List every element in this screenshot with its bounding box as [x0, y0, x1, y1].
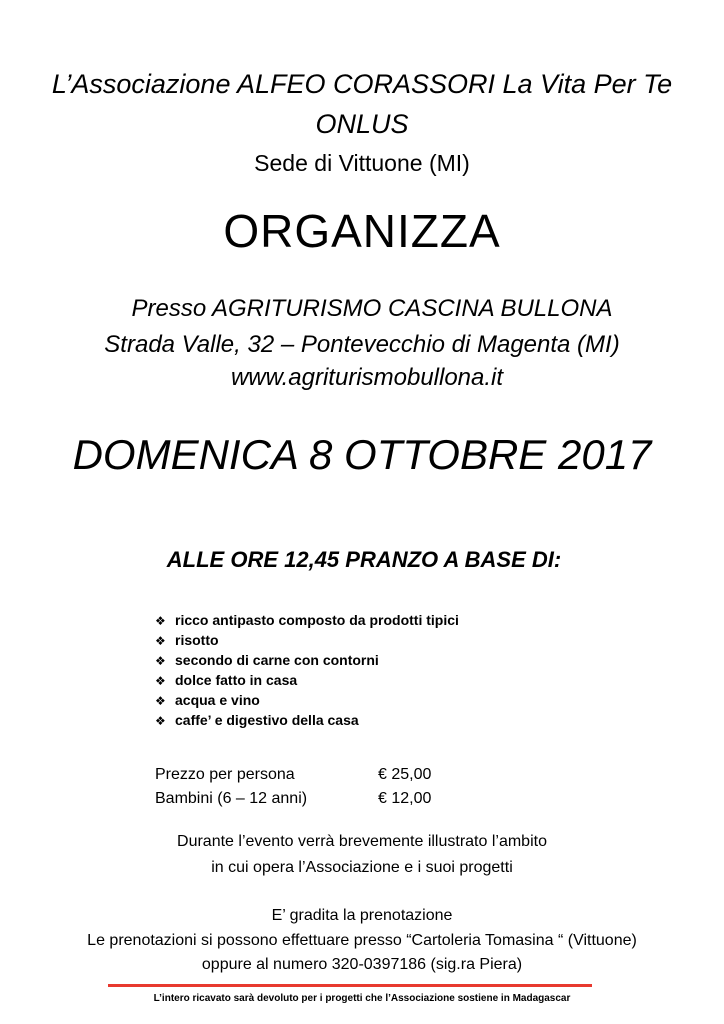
menu-item-label: dolce fatto in casa — [175, 672, 298, 688]
price-label: Prezzo per persona — [155, 766, 295, 783]
organization-status: ONLUS — [315, 109, 409, 139]
menu-item — [155, 650, 459, 670]
organization-name: L’Associazione ALFEO CORASSORI La Vita Per Te — [51, 69, 673, 99]
diamond-bullet-icon: ❖ — [155, 614, 166, 628]
headline: ORGANIZZA — [223, 205, 501, 257]
menu-item — [155, 710, 459, 730]
diamond-bullet-icon: ❖ — [155, 654, 166, 668]
menu-item-label: risotto — [175, 632, 219, 648]
booking-note: E’ gradita la prenotazione — [271, 907, 453, 924]
menu-item — [155, 690, 459, 710]
organization-seat: Sede di Vittuone (MI) — [254, 150, 470, 176]
menu-item — [155, 610, 459, 630]
menu-item — [155, 670, 459, 690]
booking-location: Le prenotazioni si possono effettuare presso “Cartoleria Tomasina “ (Vittuone) — [87, 932, 637, 949]
price-label: Bambini (6 – 12 anni) — [155, 790, 308, 807]
price-row — [155, 787, 455, 811]
price-value: € 12,00 — [378, 790, 432, 807]
venue-website: www.agriturismobullona.it — [230, 364, 504, 391]
footer-divider — [108, 984, 592, 987]
diamond-bullet-icon: ❖ — [155, 674, 166, 688]
menu-item-label: ricco antipasto composto da prodotti tipici — [175, 612, 459, 628]
venue-name: Presso AGRITURISMO CASCINA BULLONA — [131, 295, 613, 322]
menu-item — [155, 630, 459, 650]
menu-item-label: secondo di carne con contorni — [175, 652, 379, 668]
event-info-line: in cui opera l’Associazione e i suoi progetti — [211, 859, 513, 876]
footer-note: L’intero ricavato sarà devoluto per i progetti che l’Associazione sostiene in Madagascar — [153, 993, 571, 1004]
menu-item-label: caffe’ e digestivo della casa — [175, 712, 359, 728]
booking-phone: oppure al numero 320-0397186 (sig.ra Piera) — [201, 956, 523, 973]
diamond-bullet-icon: ❖ — [155, 634, 166, 648]
price-row — [155, 763, 455, 787]
price-table — [155, 763, 455, 811]
event-date: DOMENICA 8 OTTOBRE 2017 — [72, 431, 652, 478]
lunch-heading: ALLE ORE 12,45 PRANZO A BASE DI: — [166, 547, 562, 572]
diamond-bullet-icon: ❖ — [155, 694, 166, 708]
price-value: € 25,00 — [378, 766, 432, 783]
menu-item-label: acqua e vino — [175, 692, 260, 708]
venue-address: Strada Valle, 32 – Pontevecchio di Magenta (MI) — [104, 331, 620, 358]
menu-list — [155, 610, 459, 730]
diamond-bullet-icon: ❖ — [155, 714, 166, 728]
event-info-line: Durante l’evento verrà brevemente illustrato l’ambito — [177, 833, 547, 850]
